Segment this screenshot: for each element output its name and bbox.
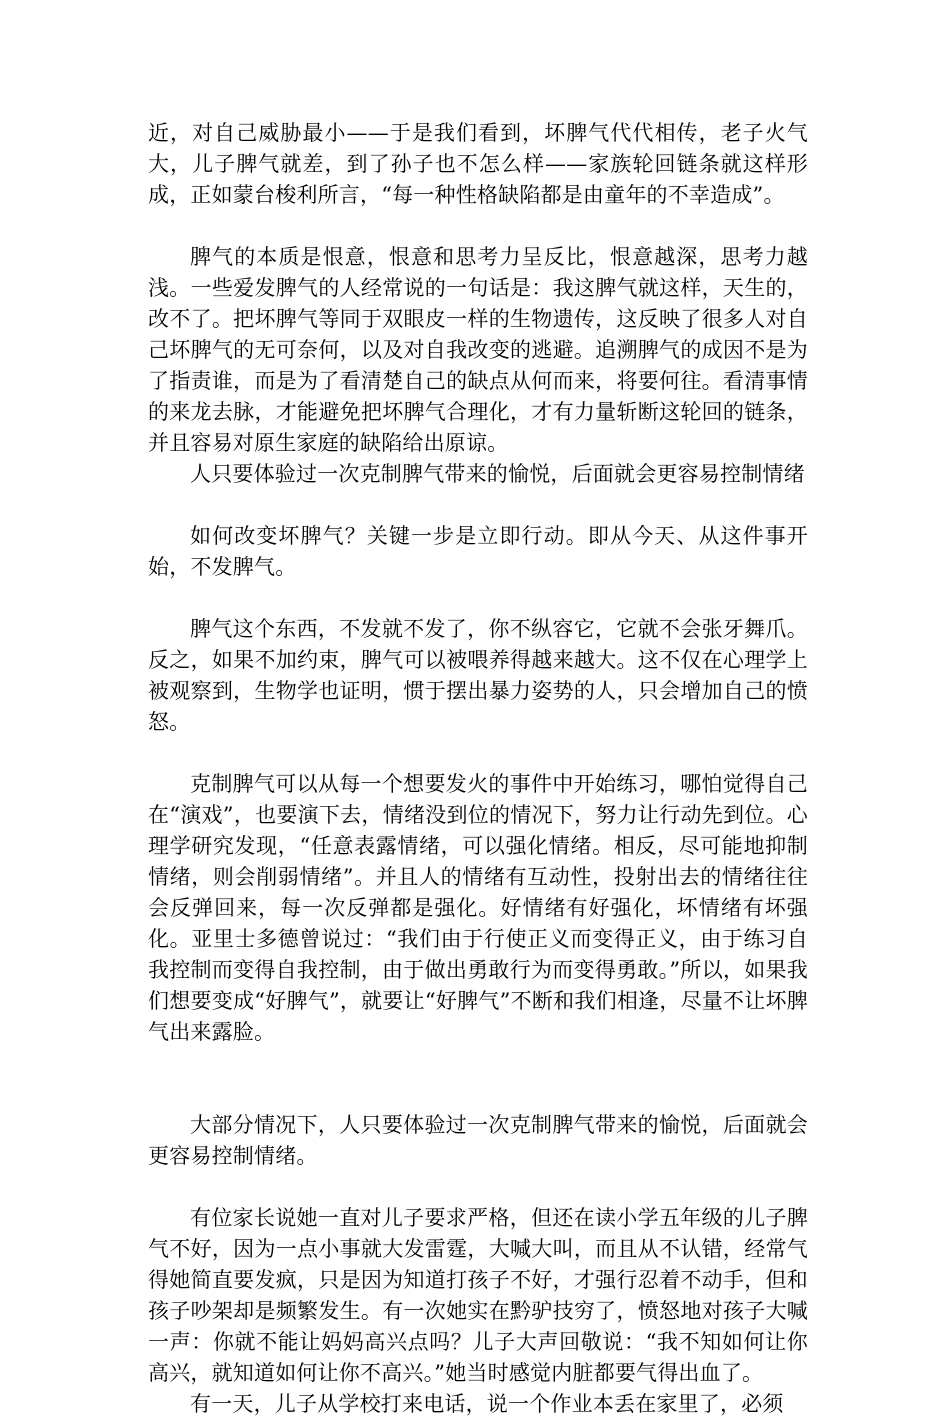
paragraph-1: 近，对自己威胁最小——于是我们看到，坏脾气代代相传，老子火气大，儿子脾气就差，到了孙子也不怎么样——家族轮回链条就这样形成，正如蒙台梭利所言，“每一种性格缺陷都是由童年的不幸造成”。 bbox=[148, 121, 808, 207]
paragraph-5: 脾气这个东西，不发就不发了，你不纵容它，它就不会张牙舞爪。反之，如果不加约束，脾气可以被喂养得越来越大。这不仅在心理学上被观察到，生物学也证明，惯于摆出暴力姿势的人，只会增加自己的愤怒。 bbox=[148, 617, 808, 734]
paragraph-9: 有一天，儿子从学校打来电话，说一个作业本丢在家里了，必须 bbox=[190, 1392, 784, 1416]
paragraph-3: 人只要体验过一次克制脾气带来的愉悦，后面就会更容易控制情绪 bbox=[190, 462, 805, 486]
paragraph-4: 如何改变坏脾气？关键一步是立即行动。即从今天、从这件事开始，不发脾气。 bbox=[148, 524, 808, 579]
paragraph-8: 有位家长说她一直对儿子要求严格，但还在读小学五年级的儿子脾气不好，因为一点小事就大发雷霆，大喊大叫，而且从不认错，经常气得她简直要发疯，只是因为知道打孩子不好，才强行忍着不动手，但和孩子吵架却是频繁发生。有一次她实在黔驴技穷了，愤怒地对孩子大喊一声：你就不能让妈妈高兴点吗？儿子大声回敬说：“我不知如何让你高兴，就知道如何让你不高兴。”她当时感觉内脏都要气得出血了。 bbox=[148, 1206, 808, 1385]
document-body bbox=[148, 118, 808, 1420]
paragraph-6: 克制脾气可以从每一个想要发火的事件中开始练习，哪怕觉得自己在“演戏”，也要演下去，情绪没到位的情况下，努力让行动先到位。心理学研究发现，“任意表露情绪，可以强化情绪。相反，尽可能地抑制情绪，则会削弱情绪”。并且人的情绪有互动性，投射出去的情绪往往会反弹回来，每一次反弹都是强化。好情绪有好强化，坏情绪有坏强化。亚里士多德曾说过：“我们由于行使正义而变得正义，由于练习自我控制而变得自我控制，由于做出勇敢行为而变得勇敢。”所以，如果我们想要变成“好脾气”，就要让“好脾气”不断和我们相逢，尽量不让坏脾气出来露脸。 bbox=[148, 772, 808, 1044]
paragraph-7: 大部分情况下，人只要体验过一次克制脾气带来的愉悦，后面就会更容易控制情绪。 bbox=[148, 1113, 808, 1168]
paragraph-2: 脾气的本质是恨意，恨意和思考力呈反比，恨意越深，思考力越浅。一些爱发脾气的人经常说的一句话是：我这脾气就这样，天生的，改不了。把坏脾气等同于双眼皮一样的生物遗传，这反映了很多人对自己坏脾气的无可奈何，以及对自我改变的逃避。追溯脾气的成因不是为了指责谁，而是为了看清楚自己的缺点从何而来，将要何往。看清事情的来龙去脉，才能避免把坏脾气合理化，才有力量斩断这轮回的链条，并且容易对原生家庭的缺陷给出原谅。 bbox=[148, 245, 808, 455]
